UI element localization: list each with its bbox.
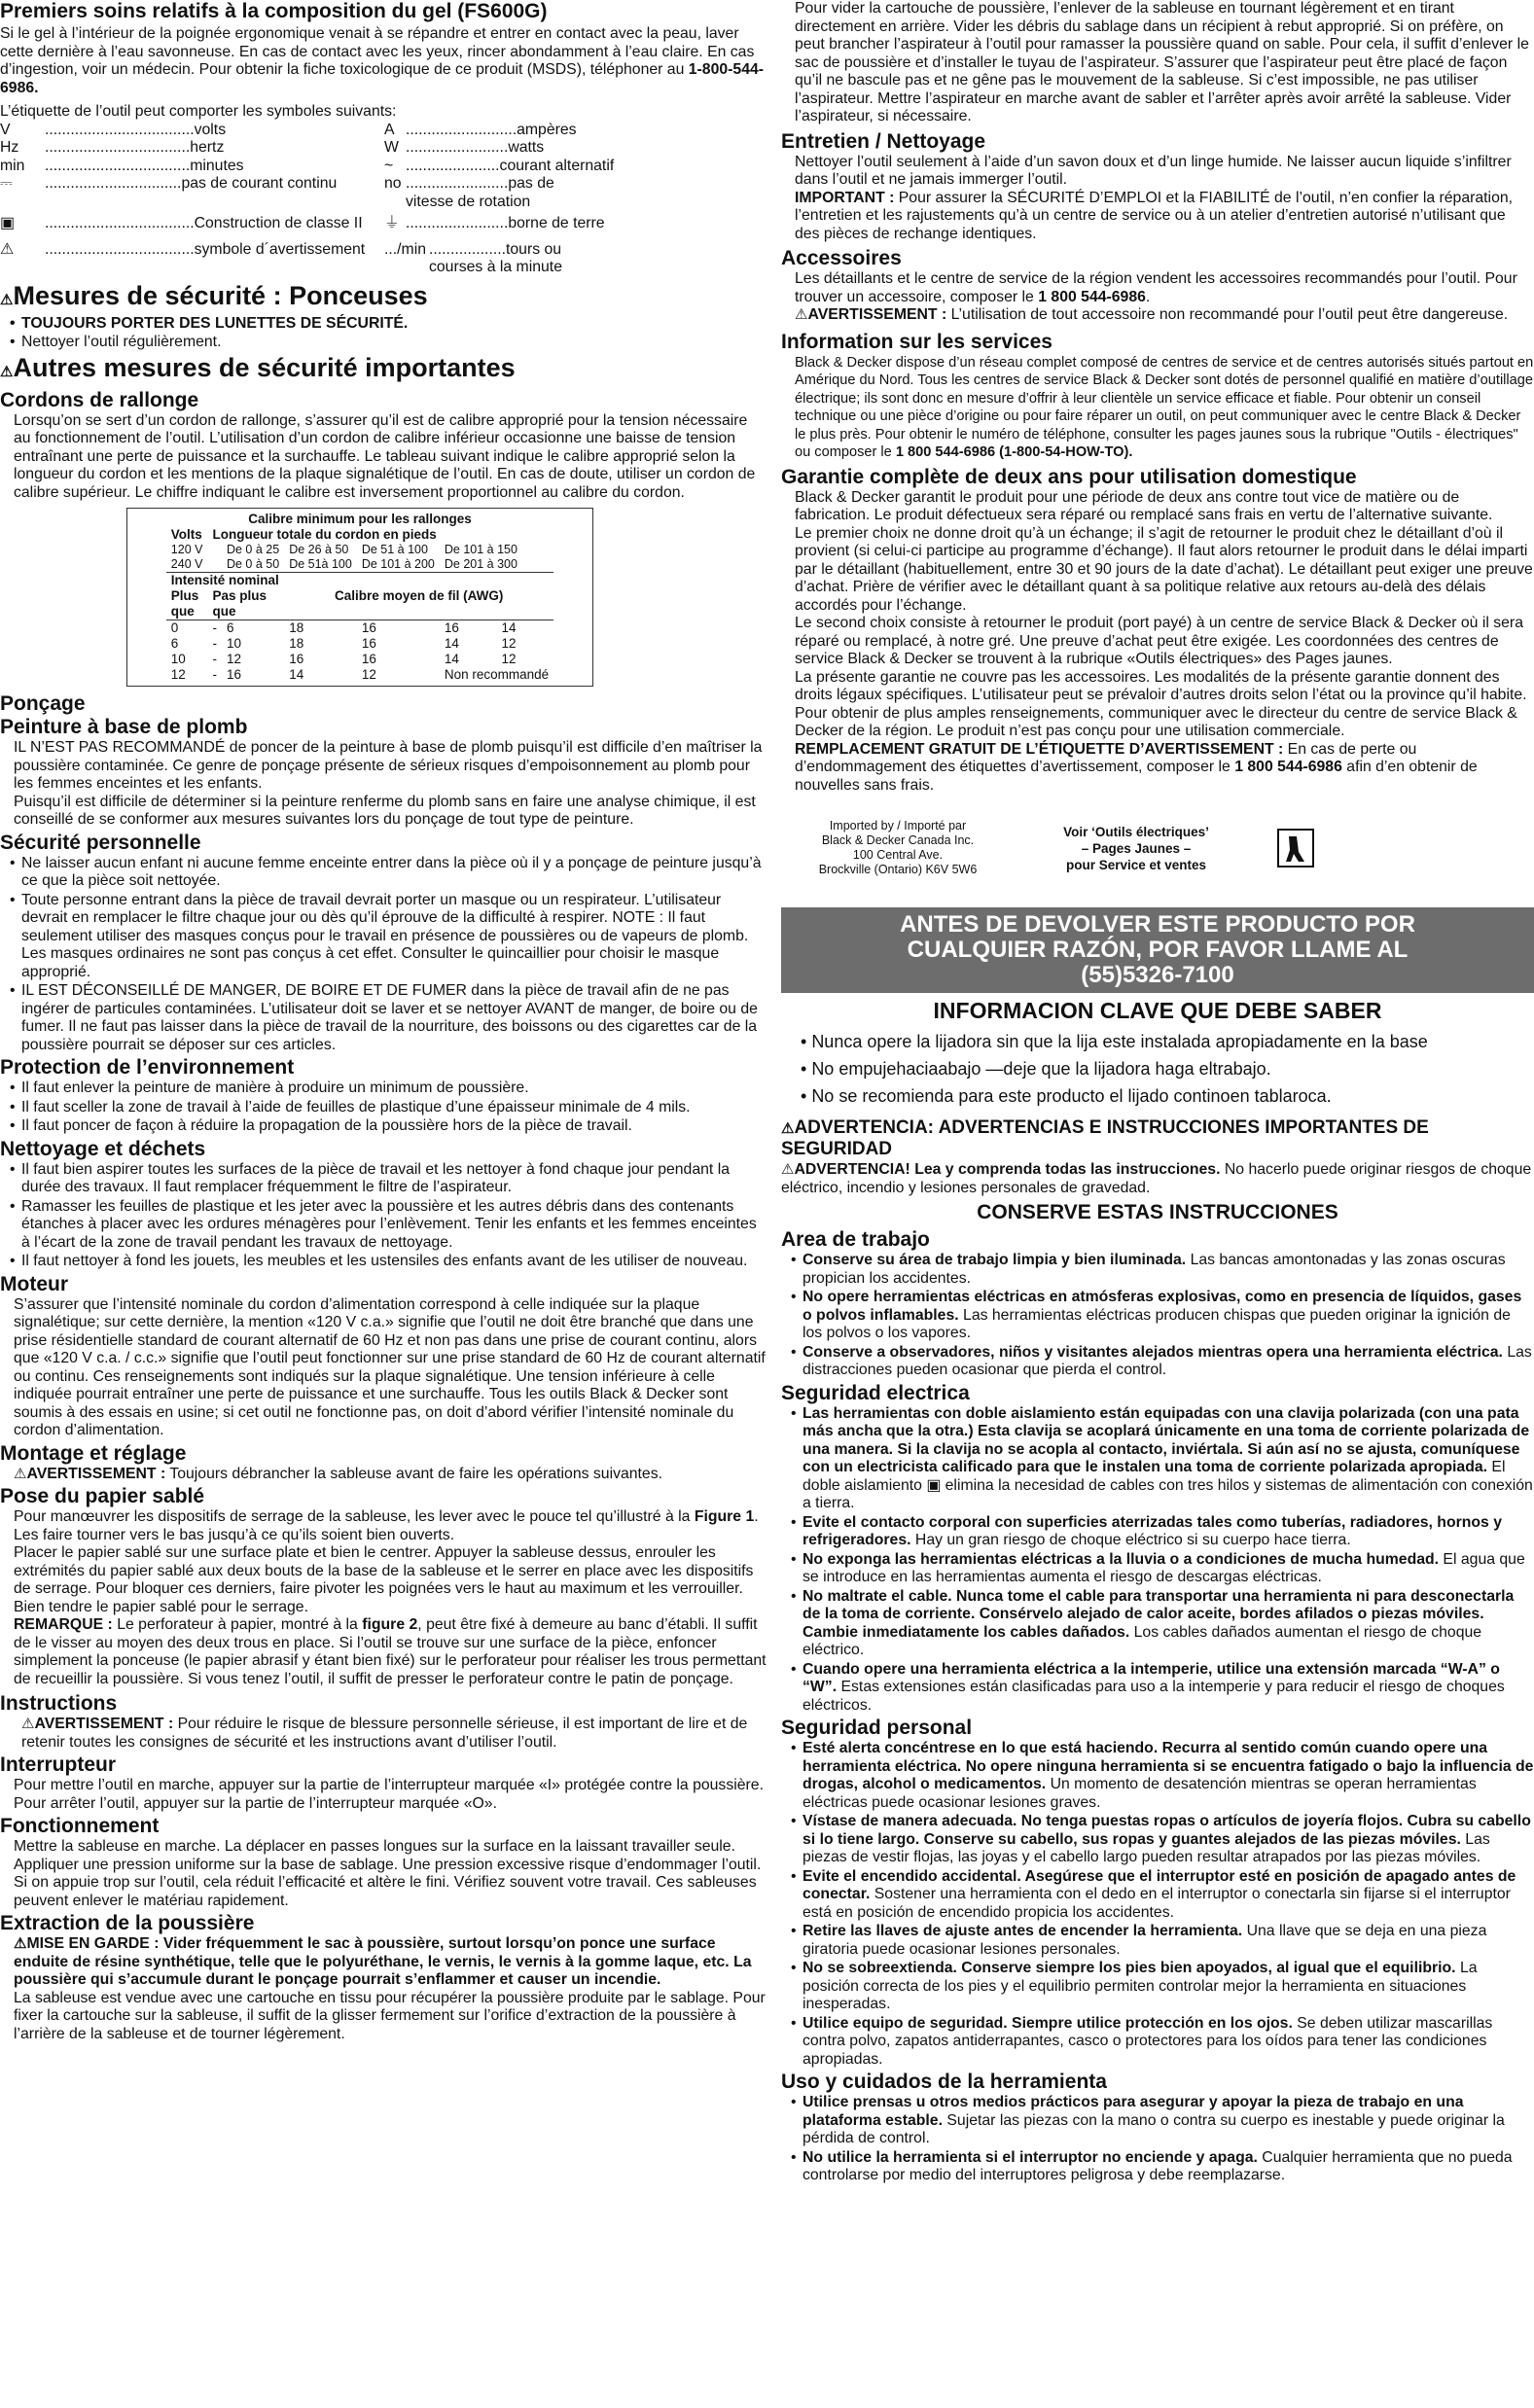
warranty-text: Le second choix consiste à retourner le produit (port payé) à un centre de service Black & Decker où il sera réparé ou remplacé, à notre gré. Une preuve d’achat peut être exigée. Les coordonnées des centres de service Black & Decker se trouvent à la rubrique «Outils électriques» des Pages jaunes. [795,615,1523,667]
importer-address: Imported by / Importé par Black & Decker Canada Inc. 100 Central Ave. Brockville (Ontario) K6V 5W6 [818,819,978,876]
symbol-key: no [384,175,402,192]
key-info-title: INFORMACION CLAVE QUE DEBE SABER [933,998,1382,1023]
table-header: Calibre moyen de fil (AWG) [335,588,504,603]
cleaning-title: Nettoyage et déchets [0,1137,206,1160]
symbol-value: ..........................ampères [406,121,577,138]
list-item: • Il faut bien aspirer toutes les surfaces de la pièce de travail et les nettoyer à fond chaque jour pendant la durée des travaux. Il faut remplacer fréquemment le filtre de l’aspirateur. [0,1161,768,1197]
list-item: • Conserve a observadores, niños y visitantes alejados mientras opera una herramienta eléctrica. Las distracciones pueden ocasionar que pierda el control. [781,1344,1534,1380]
table-row: 6 - 10 18 16 14 12 [170,636,517,651]
switch-text: Pour mettre l’outil en marche, appuyer sur la partie de l’interrupteur marquée «I» protégée contre la poussière. Pour arrêter l’outil, appuyer sur la partie de l’interrupteur marquée «O». [14,1777,764,1812]
symbol-row [0,139,768,158]
importer-block [781,810,1534,886]
symbol-key: A [384,121,395,138]
lead-paint-title: Peinture à base de plomb [0,716,248,738]
list-item: • IL EST DÉCONSEILLÉ DE MANGER, DE BOIRE ET DE FUMER dans la pièce de travail afin de ne pas ingérer de particules contaminées. L’utilisateur doit se laver et se nettoyer AVANT de manger, de boire ou de fumer. Il ne faut pas laisser dans la pièce de travail de la nourriture, des boissons ou des cigarettes car de la poussière pourrait se déposer sur ces articles. [0,982,768,1054]
list-item: • Ne laisser aucun enfant ni aucune femme enceinte entrer dans la pièce où il y a ponçage de peinture jusqu’à ce que la pièce soit nettoyée. [0,855,768,891]
sanding-title: Ponçage [0,692,86,715]
personal-safety-title: Sécurité personnelle [0,831,201,854]
symbol-value: ......................courant alternatif [406,157,615,174]
table-header: Volts [170,527,202,542]
maintenance-important: IMPORTANT : Pour assurer la SÉCURITÉ D’EMPLOI et la FIABILITÉ de l’outil, n’en confier la réparation, l’entretien et les rajustements qu’à un centre de service ou à un atelier d’entretien autorisé n’utilisant que des pièces de rechange identiques. [795,189,1514,242]
service-title: Information sur les services [781,330,1052,353]
list-item: • No maltrate el cable. Nunca tome el cable para transportar una herramienta ni para desconectarla de la toma de corriente. Consérvelo alejado de calor aceite, bordes afilados o piezas móviles. Cambie inmediatamente los cables dañados. Los cables dañados aumentan el riesgo de choque eléctrico. [781,1588,1534,1660]
yellow-pages-walking-fingers-icon [1277,829,1314,868]
conserve-heading: CONSERVE ESTAS INSTRUCCIONES [977,1201,1338,1223]
instructions-text: ⚠AVERTISSEMENT : Pour réduire le risque de blessure personnelle sérieuse, il est important de lire et de retenir toutes les consignes de sécurité et les instructions avant d’utiliser l’outil. [21,1716,748,1751]
motor-text: S’assurer que l’intensité nominale du cordon d’alimentation correspond à celle indiquée sur la plaque signalétique; sur cette dernière, la mention «120 V c.a.» signifie que l’outil ne doit être branché que dans une prise résidentielle standard de courant alternatif de 60 Hz et non pas dans une prise de courant continu, alors que «120 V c.a. / c.c.» signifie que l’outil peut fonctionner sur une prise standard de 60 Hz de courant alternatif ou continu. Ces renseignements sont indiqués sur la plaque signalétique. Une tension inférieure à celle indiquée pourrait entraîner une perte de puissance et une surchauffe. Tous les outils Black & Decker sont soumis à des essais en usine; si cet outil ne fonctionne pas, on doit d’abord vérifier l’intensité nominale du cordon d’alimentation. [14,1295,766,1438]
extension-cord-table: Calibre minimum pour les rallonges Volts Longueur totale du cordon en pieds 120 V De 0 à 25 De 26 à 50 De 51 à 100 De 101 à 150 240 V De 0 à 50 De 51à 100 De 101 à 200 De 201 à 300 Intensité nominal Plus Pas plus Calibre moyen de fil (AWG) que que 0 - 6 18 16 16 14 6 - 10 18 16 14 12 10 - 12 16 16 14 12 12 - 16 14 12 Non recommandé [126,508,593,687]
warning-icon: ⚠ [14,1935,27,1952]
warning-icon: ⚠ [795,306,808,323]
cords-title: Cordons de rallonge [0,388,199,411]
accessories-title: Accessoires [781,247,902,269]
list-item: • No opere herramientas eléctricas en atmósferas explosivas, como en presencia de líquidos, gases o polvos inflamables. Las herramientas eléctricas producen chispas que pueden originar la ignición de los polvos o los vapores. [781,1289,1534,1343]
list-item: • Toute personne entrant dans la pièce de travail devrait porter un masque ou un respirateur. L’utilisateur devrait en remplacer le filtre chaque jour ou dès qu’il éprouve de la difficulté à respirer. NOTE : Il faut seulement utiliser des masques conçus pour le travail en présence de poussières ou de vapeurs de plomb. Les masques ordinaires ne sont pas conçus à cet effet. Consulter le quincaillier pour choisir le masque approprié. [0,892,768,982]
symbol-value: ................................pas de courant continu [45,175,338,192]
list-item: • Il faut sceller la zone de travail à l’aide de feuilles de plastique d’une épaisseur minimale de 4 mils. [0,1099,768,1117]
symbol-row [0,215,768,233]
list-item: • No empujehaciaabajo —deje que la lijadora haga eltrabajo. [801,1059,1271,1079]
list-item: • Esté alerta concéntrese en lo que está haciendo. Recurra al sentido común cuando opere una herramienta eléctrica. No opere ninguna herramienta si se encuentra fatigado o bajo la influencia de drogas, alcohol o medicamentos. Un momento de desatención mientras se operan herramientas eléctricas puede ocasionar lesiones graves. [781,1740,1534,1812]
symbol-value: ..................tours ou courses à la minute [429,240,562,275]
table-header: Intensité nominal [166,573,553,589]
symbol-value: ..................................minutes [45,157,244,174]
list-item: • Il faut nettoyer à fond les jouets, les meubles et les ustensiles des enfants avant de les utiliser de nouveau. [0,1253,768,1271]
dust-text: La sableuse est vendue avec une cartouche en tissu pour récupérer la poussière produite par le sablage. Pour fixer la cartouche sur la sableuse, il suffit de la glisser fermement sur l’orifice d’extraction de la poussière à l’arrière de la sableuse et de tourner légèrement. [14,1989,766,2042]
personal-safety-es-title: Seguridad personal [781,1717,973,1739]
electrical-safety-title: Seguridad electrica [781,1381,970,1404]
symbol-value: ...................................volts [45,121,227,138]
symbol-value: ...................................Construction de classe II [45,215,363,231]
table-row: 120 V De 0 à 25 De 26 à 50 De 51 à 100 De 101 à 150 [170,543,517,556]
dc-icon: ⎓ [0,175,13,192]
instructions-title: Instructions [0,1692,118,1715]
sandpaper-title: Pose du papier sablé [0,1485,205,1507]
list-item: • No se sobreextienda. Conserve siempre los pies bien apoyados, al igual que el equilibrio. La posición correcta de los pies y el equilibrio permiten controlar mejor la herramienta en situaciones inesperadas. [781,1960,1534,2014]
symbol-key: .../min [384,240,427,258]
list-item: • Las herramientas con doble aislamiento están equipadas con una clavija polarizada (con una pata más ancha que la otra.) Esta clavija se acoplará únicamente en una toma de corriente polarizada de una manera. Si la clavija no se acopla al contacto, inviértala. Si aún así no se ajusta, comuníquese con un electricista calificado para que le instalen una toma de corriente polarizada apropiada. El doble aislamiento ▣ elimina la necesidad de cables con tres hilos y sistemas de alimentación con conexión a tierra. [781,1405,1534,1513]
warning-icon: ⚠ [21,1716,35,1732]
list-item: • Ramasser les feuilles de plastique et les jeter avec la poussière et les autres débris dans des contenants étanches à placer avec les ordures ménagères pour l’enlèvement. Tenir les enfants et les femmes enceintes à l’écart de la zone de travail pendant les travaux de nettoyage. [0,1198,768,1253]
list-item: • No exponga las herramientas eléctricas a la lluvia o a condiciones de mucha humedad. El agua que se introduce en las herramientas aumenta el riesgo de descargas eléctricas. [781,1551,1534,1587]
dust-extraction-title: Extraction de la poussière [0,1912,255,1934]
class-ii-icon: ▣ [0,215,15,231]
table-header: Longueur totale du cordon en pieds [212,527,437,542]
warranty-title: Garantie complète de deux ans pour utilisation domestique [781,465,1357,488]
symbol-value: ........................watts [406,139,545,156]
symbol-row [0,122,768,140]
maintenance-title: Entretien / Nettoyage [781,129,986,153]
other-safety-title: ⚠Autres mesures de sécurité importantes [0,353,768,387]
sandpaper-text: Pour manœuvrer les dispositifs de serrage de la sableuse, les lever avec le pouce tel qu’illustré à la Figure 1. Les faire tourner vers le bas jusqu’à ce qu’ils soient bien ouverts. [14,1508,759,1543]
list-item: • Evite el contacto corporal con superficies aterrizadas tales como tuberías, radiadores, hornos y refrigeradores. Hay un gran riesgo de choque eléctrico si su cuerpo hace tierra. [781,1514,1534,1550]
switch-title: Interrupteur [0,1753,117,1776]
warning-icon: ⚠ [0,240,15,258]
dust-caution: ⚠MISE EN GARDE : Vider fréquemment le sac à poussière, surtout lorsqu’on ponce une surface enduite de résine synthétique, telle que le polyuréthane, le vernis, le vernis à la gomme laque, etc. La poussière qui s’accumule durant le ponçage pourrait s’enflammer et causer un incendie. [14,1935,752,1988]
motor-title: Moteur [0,1272,68,1295]
sanders-title: ⚠Mesures de sécurité : Ponceuses [0,281,768,315]
warning-icon: ⚠ [14,1465,27,1482]
return-call-banner: ANTES DE DEVOLVER ESTE PRODUCTO POR CUALQUIER RAZÓN, POR FAVOR LLAME AL (55)5326-7100 [781,907,1534,993]
symbols-list [0,122,768,277]
warning-icon: ⚠ [0,363,14,380]
accessories-text: Les détaillants et le centre de service de la région vendent les accessoires recommandés pour l’outil. Pour trouver un accessoire, composer le 1 800 544-6986. [795,270,1517,305]
symbols-intro: L’étiquette de l’outil peut comporter les symboles suivants: [0,103,397,120]
table-header: Pas plus [212,588,267,603]
list-item: • Utilice equipo de seguridad. Siempre utilice protección en los ojos. Se deben utilizar mascarillas contra polvo, zapatos antiderrapantes, casco o protectores para los oídos para tener las condiciones apropiadas. [781,2015,1534,2070]
list-item: • Utilice prensas u otros medios prácticos para asegurar y apoyar la pieza de trabajo en una plataforma estable. Sujetar las piezas con la mano o contra su cuerpo es inestable y puede originar la pérdida de control. [781,2094,1534,2148]
list-item: • Il faut poncer de façon à réduire la propagation de la poussière hors de la pièce de travail. [0,1117,768,1136]
lead-paint-text: Puisqu’il est difficile de déterminer si la peinture renferme du plomb sans en faire une analyse chimique, il est conseillé de se conformer aux mesures suivantes lors du ponçage de tout type de peinture. [14,793,756,828]
advertencia-text: ⚠ADVERTENCIA! Lea y comprenda todas las instrucciones. No hacerlo puede originar riesgos de choque eléctrico, incendio y lesiones personales de gravedad. [781,1161,1532,1196]
first-aid-text: Si le gel à l’intérieur de la poignée ergonomique venait à se répandre et entrer en contact avec la peau, laver cette dernière à l’eau savonneuse. En cas de contact avec les yeux, rincer abondamment à l’eau claire. En cas d’ingestion, voir un médecin. Pour obtenir la fiche toxicologique de ce produit (MSDS), téléphoner au 1-800-544-6986. [0,25,765,96]
table-caption: Calibre minimum pour les rallonges [248,512,472,526]
maintenance-text: Nettoyer l’outil seulement à l’aide d’un savon doux et d’un linge humide. Ne laisser aucun liquide s’infiltrer dans l’outil et ne jamais immerger l’outil. [795,153,1512,188]
list-item: • Conserve su área de trabajo limpia y bien iluminada. Las bancas amontonadas y las zonas oscuras propician los accidentes. [781,1252,1534,1288]
table-row: 12 - 16 14 12 Non recommandé [170,667,550,682]
symbol-value: ..................................hertz [45,139,225,156]
list-item: • Retire las llaves de ajuste antes de encender la herramienta. Una llave que se deja en una pieza giratoria puede ocasionar lesiones personales. [781,1923,1534,1959]
list-item: • No se recomienda para este producto el lijado continoen tablaroca. [801,1086,1332,1106]
warning-icon: ⚠ [781,1161,795,1178]
environment-title: Protection de l’environnement [0,1056,295,1079]
ground-icon: ⏚ [384,215,400,231]
list-item: • TOUJOURS PORTER DES LUNETTES DE SÉCURITÉ. [0,315,768,334]
operation-text: Mettre la sableuse en marche. La déplacer en passes longues sur la surface en la laissant travailler seule. Appliquer une pression uniforme sur la base de sablage. Une pression excessive risque d’endommager l’outil. Si on appuie trop sur l’outil, cela réduit l’efficacité et altère le fini. Vérifiez souvent votre travail. Ces sableuses peuvent enlever le matériau rapidement. [14,1838,762,1909]
symbol-key: V [0,121,11,138]
symbol-key: min [0,157,25,174]
accessories-warning: ⚠AVERTISSEMENT : L’utilisation de tout accessoire non recommandé pour l’outil peut être dangereuse. [795,306,1509,323]
symbol-value: ........................pas de vitesse de rotation [406,175,554,210]
list-item: • Il faut enlever la peinture de manière à produire un minimum de poussière. [0,1080,768,1098]
ac-icon: ~ [384,157,394,174]
list-item: • Nettoyer l’outil régulièrement. [0,334,768,352]
warning-icon: ⚠ [781,1120,795,1137]
symbol-value: ...................................symbole d´avertissement [45,240,366,258]
dust-continued-text: Pour vider la cartouche de poussière, l’enlever de la sableuse en tournant légèrement et en tirant directement en arrière. Vider les débris du sablage dans un récipient à rebut approprié. Si on préfère, on peut brancher l’aspirateur à l’outil pour ramasser la poussière quand on sable. Pour cela, il suffit d’enlever le sac de poussière et d’installer le tuyau de l’aspirateur. S’assurer que l’aspirateur peut être placé de façon qu’il ne bascule pas et ne gêne pas le mouvement de la sableuse. Si c’est impossible, ne pas utiliser l’aspirateur. Mettre l’aspirateur en marche avant de sabler et l’arrêter après avoir arrêté la sableuse. Vider l’aspirateur, si nécessaire. [795,0,1529,124]
yellow-pages-note: Voir ‘Outils électriques’ – Pages Jaunes – pour Service et ventes [1063,824,1209,872]
list-item: • No utilice la herramienta si el interruptor no enciende y apaga. Cualquier herramienta que no pueda controlarse por medio del interruptores peligrosa y debe reemplazarse. [781,2149,1534,2185]
table-header: Plus [170,588,199,603]
assembly-text: ⚠AVERTISSEMENT : Toujours débrancher la sableuse avant de faire les opérations suivantes. [14,1465,663,1482]
tool-use-title: Uso y cuidados de la herramienta [781,2071,1107,2093]
table-row: 0 - 6 18 16 16 14 [170,620,517,635]
key-info-list [781,1028,1534,1110]
assembly-title: Montage et réglage [0,1441,187,1465]
work-area-title: Area de trabajo [781,1228,930,1251]
list-item: • Nunca opere la lijadora sin que la lija este instalada apropiadamente en la base [801,1032,1428,1051]
warning-icon: ⚠ [0,291,14,308]
list-item: • Cuando opere una herramienta eléctrica a la intemperie, utilice una extensión marcada “W-A” o “W”. Estas extensiones están clasificadas para uso a la intemperie y para reducir el riesgo de choques eléctricos. [781,1661,1534,1716]
symbol-value: ........................borne de terre [406,215,605,231]
warranty-text: Le premier choix ne donne droit qu’à un échange; il s’agit de retourner le produit chez le détaillant d’où il provient (si celui-ci participe au programme d’échange). Il faut alors retourner le produit dans le délai imparti par le détaillant (habituellement, entre 30 et 90 jours de la date d’achat). Le détaillant peut exiger une preuve d’achat. Prière de vérifier avec le détaillant quant à sa politique relative aux retours au-delà des délais accordés pour l’échange. [795,524,1533,614]
cords-text: Lorsqu’on se sert d’un cordon de rallonge, s’assurer qu’il est de calibre approprié pour la tension nécessaire au fonctionnement de l’outil. L’utilisation d’un cordon de calibre inférieur occasionne une baisse de tension entraînant une perte de puissance et la surchauffe. Le tableau suivant indique le calibre approprié selon la longueur du cordon et les mentions de la plaque signalétique de l’outil. En cas de doute, utiliser un cordon de calibre supérieur. Le chiffre indiquant le calibre est inversement proportionnel au calibre du cordon. [14,411,756,501]
right-column [781,0,1534,2186]
sandpaper-note: REMARQUE : Le perforateur à papier, montré à la figure 2, peut être fixé à demeure au banc d’établi. Il suffit de le visser au moyen des deux trous en place. Si l’outil se trouve sur une surface de la pièce, enfoncer simplement la ponceuse (le papier abrasif y étant bien fixé) sur le perforateur pour réaliser les trous permettant de recueillir la poussière. Si vous tenez l’outil, il suffit de presser le perforateur contre le patin de ponçage. [14,1616,767,1687]
symbol-row [0,158,768,176]
symbol-row [0,175,768,211]
sandpaper-text: Placer le papier sablé sur une surface plate et bien le centrer. Appuyer la sableuse dessus, enrouler les extrémités du papier sablé aux deux bouts de la base de la sableuse et le serrer en place avec les dispositifs de serrage. Pour bloquer ces derniers, faire pivoter les poignées vers le haut au maximum et les verrouiller. Bien tendre le papier sablé pour le serrage. [14,1544,754,1615]
symbol-row [0,241,768,277]
list-item: • Vístase de manera adecuada. No tenga puestas ropas o artículos de joyería flojos. Cubra su cabello si lo tiene largo. Conserve su cabello, sus ropas y guantes alejados de las piezas móviles. Las piezas de vestir flojas, las joyas y el cabello largo pueden resultar atrapados por las piezas móviles. [781,1813,1534,1867]
service-text: Black & Decker dispose d’un réseau complet composé de centres de service et de centres autorisés situés partout en Amérique du Nord. Tous les centres de service Black & Decker sont dotés de personnel qualifié en matière d’outillage électrique; ils sont donc en mesure d’offrir à leur clientèle un service efficace et fiable. Pour obtenir un conseil technique ou une pièce d’origine ou pour faire réparer un outil, on peut communiquer avec le centre Black & Decker le plus près. Pour obtenir le numéro de téléphone, consulter les pages jaunes sous la rubrique "Outils - électriques" ou composer le 1 800 544-6986 (1-800-54-HOW-TO). [795,354,1534,460]
table-row: 240 V De 0 à 50 De 51à 100 De 101 à 200 De 201 à 300 [170,557,517,571]
list-item: • Evite el encendido accidental. Asegúrese que el interruptor esté en posición de apagado antes de conectar. Sostener una herramienta con el dedo en el interruptor o conectarla sin fijarse si el interruptor está en posición de encendido propicia los accidentes. [781,1868,1534,1923]
warranty-text: Black & Decker garantit le produit pour une période de deux ans contre tout vice de matière ou de fabrication. Le produit défectueux sera réparé ou remplacé sans frais en vertu de l’alternative suivante. [795,488,1493,523]
left-column [0,0,768,2043]
symbol-key: W [384,139,399,156]
first-aid-title: Premiers soins relatifs à la composition du gel (FS600G) [0,0,548,22]
symbol-key: Hz [0,139,19,156]
lead-paint-text: IL N’EST PAS RECOMMANDÉ de poncer de la peinture à base de plomb puisqu’il est difficile d’en maîtriser la poussière contaminée. Ce genre de ponçage présente de sérieux risques d’empoisonnement au plomb pour les femmes enceintes et les enfants. [14,739,763,792]
table-row: 10 - 12 16 16 14 12 [170,652,517,666]
warranty-label-replacement: REMPLACEMENT GRATUIT DE L’ÉTIQUETTE D’AVERTISSEMENT : En cas de perte ou d’endommagement des étiquettes d’avertissement, composer le 1 800 544-6986 afin d’en obtenir de nouvelles sans frais. [795,740,1478,794]
operation-title: Fonctionnement [0,1815,160,1837]
warranty-text: La présente garantie ne couvre pas les accessoires. Les modalités de la présente garantie donnent des droits légaux spécifiques. L’utilisateur peut se prévaloir d’autres droits selon l’état ou la province qu’il habite. Pour obtenir de plus amples renseignements, communiquer avec le directeur du centre de service Black & Decker de la région. Le produit n’est pas conçu pour une utilisation commerciale. [795,668,1527,739]
advertencia-title: ⚠ADVERTENCIA: ADVERTENCIAS E INSTRUCCIONES IMPORTANTES DE SEGURIDAD [781,1117,1429,1159]
